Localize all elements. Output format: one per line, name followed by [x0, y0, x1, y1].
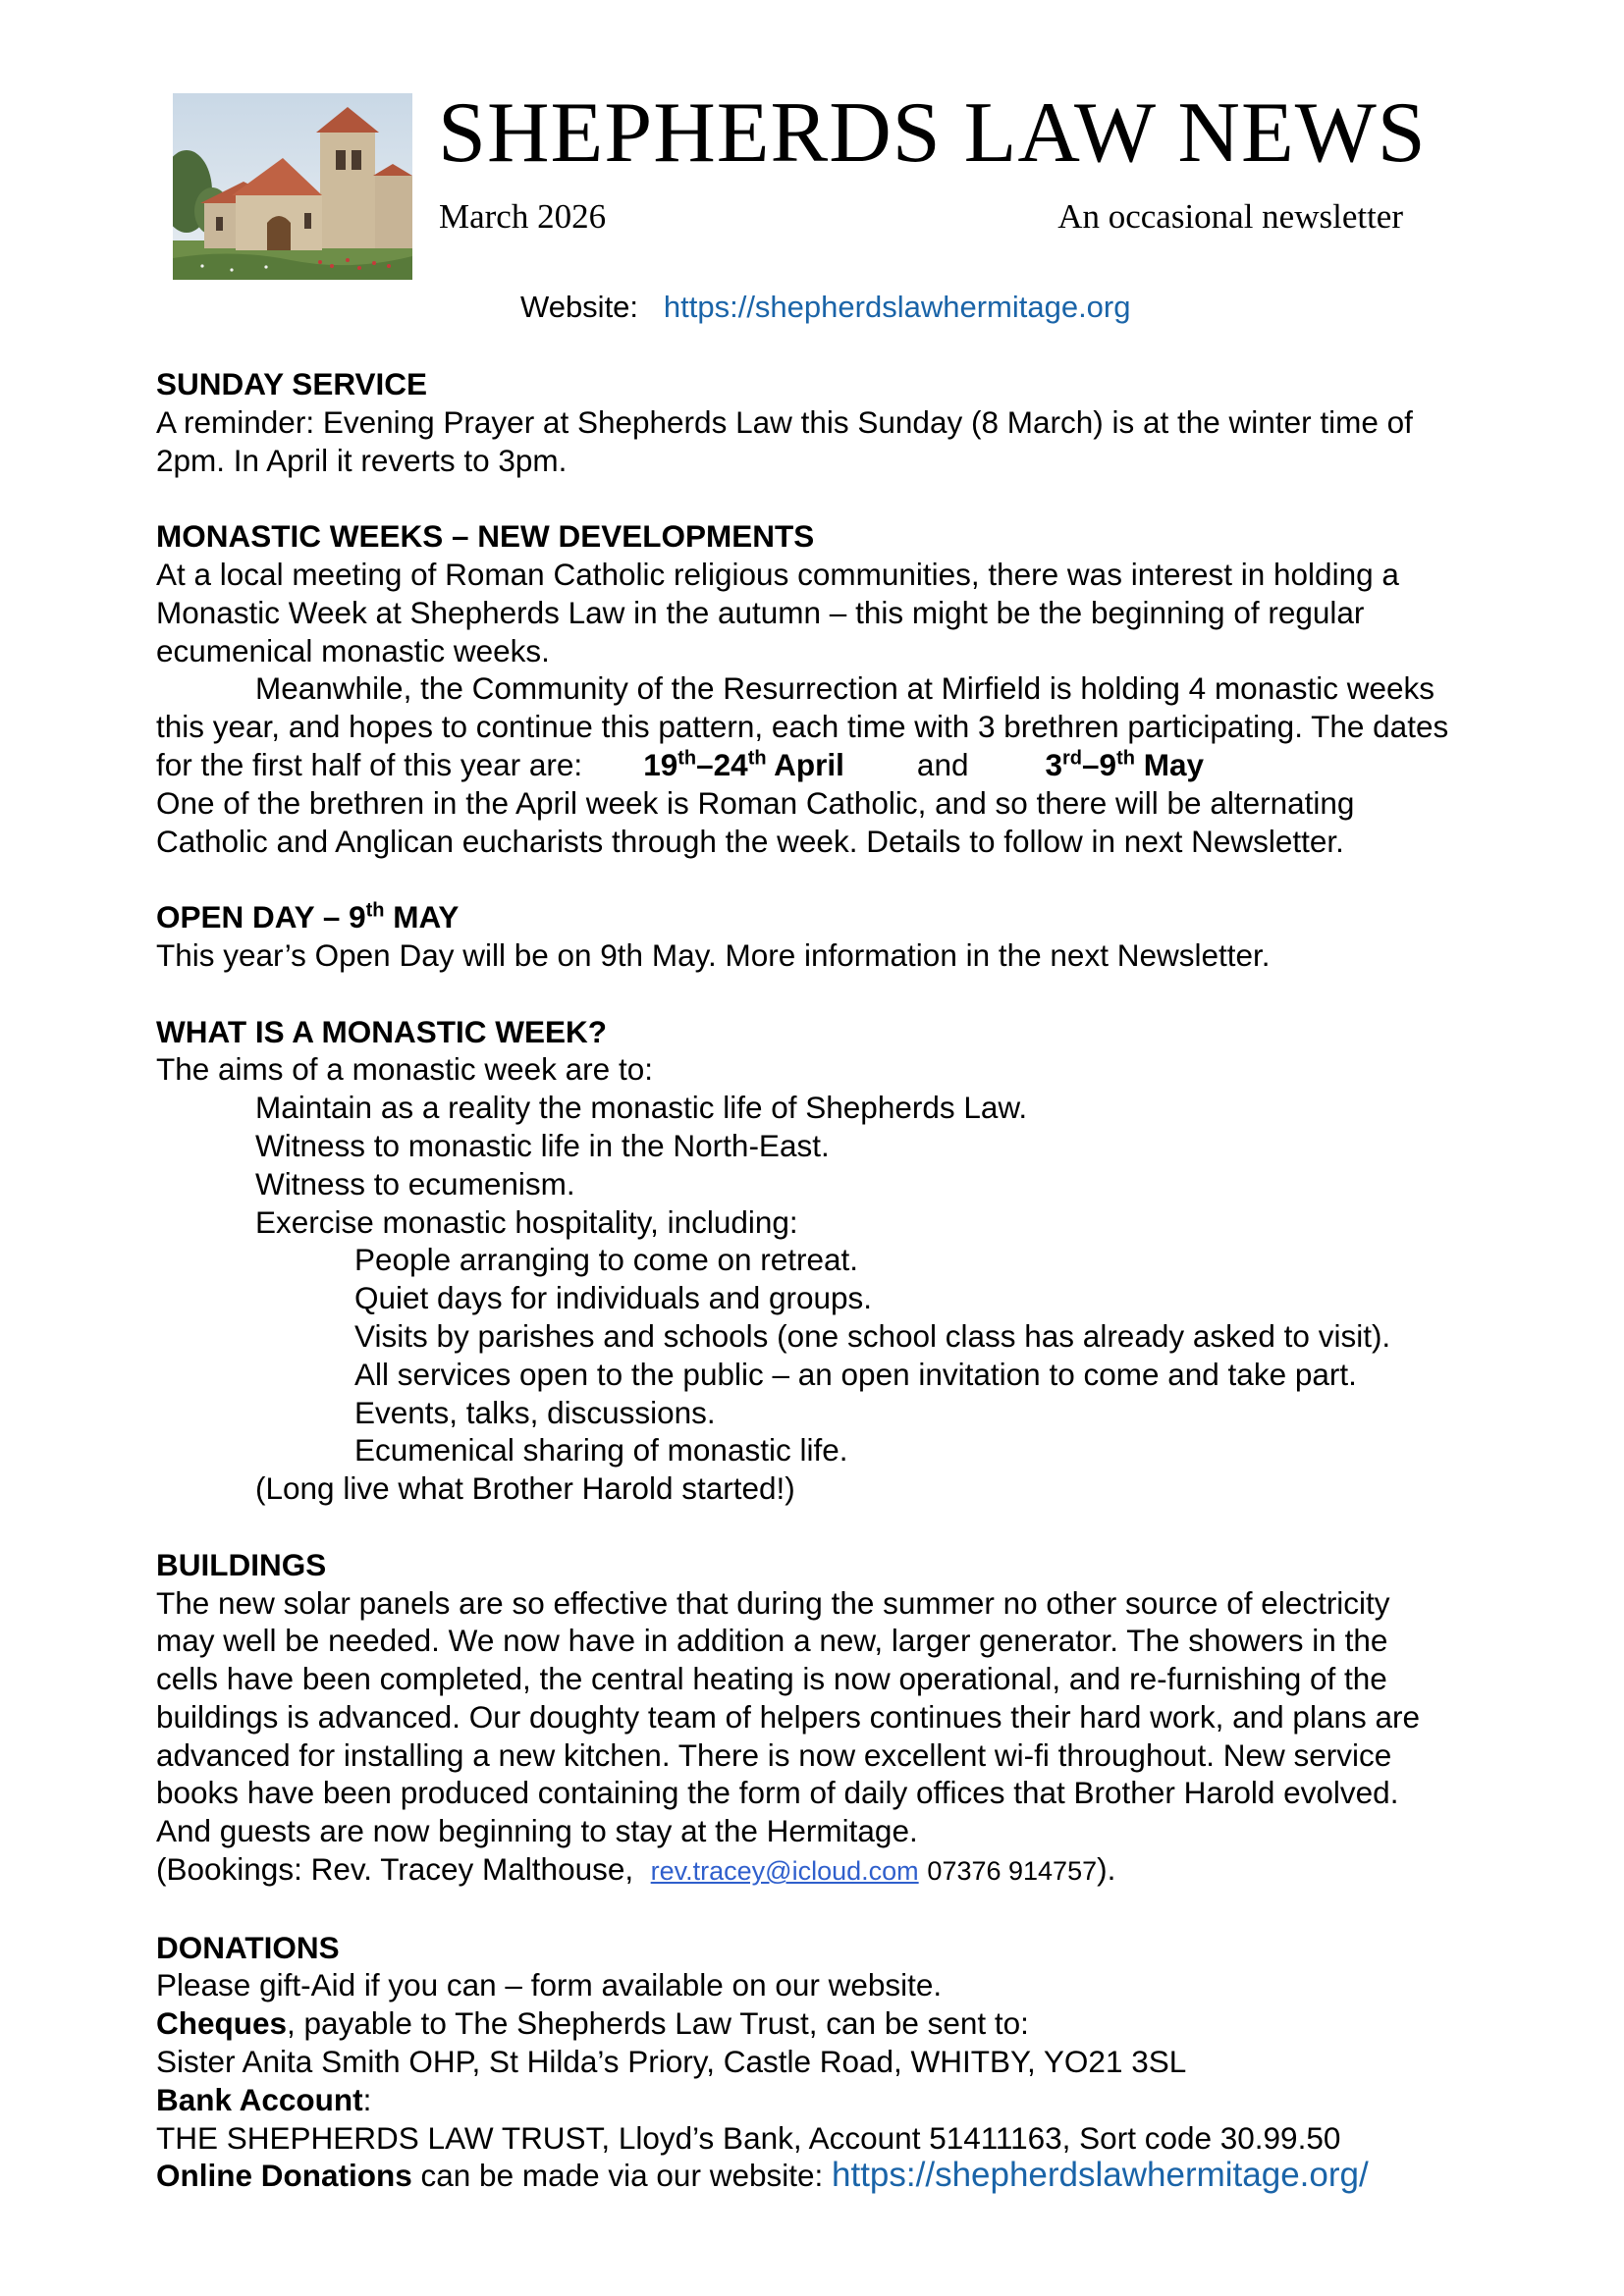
dates-intro: for the first half of this year are: [156, 746, 583, 782]
open-day-line: This year’s Open Day will be on 9th May. More information in the next Newsletter. [156, 936, 1271, 973]
sub-aim-item: Events, talks, discussions. [354, 1394, 716, 1430]
what-is-closing: (Long live what Brother Harold started!) [255, 1470, 795, 1507]
sub-aim-item: All services open to the public – an open invitation to come and take part. [354, 1356, 1357, 1392]
monastic-weeks-dates [156, 746, 1550, 784]
bookings-phone: 07376 914757 [927, 1856, 1098, 1887]
newsletter-body [156, 365, 1550, 2195]
sunday-service-heading: SUNDAY SERVICE [156, 366, 428, 401]
monastic-weeks-line: At a local meeting of Roman Catholic religious communities, there was interest in holding a [156, 556, 1399, 592]
issue-date: March 2026 [439, 197, 607, 236]
bookings-email-link[interactable]: rev.tracey@icloud.com [650, 1856, 919, 1887]
sub-aim-item: People arranging to come on retreat. [354, 1242, 859, 1278]
online-donations-line: Online Donations can be made via our website: https://shepherdslawhermitage.org/ [156, 2156, 1369, 2195]
monastic-weeks-line: Meanwhile, the Community of the Resurrection at Mirfield is holding 4 monastic weeks [255, 670, 1435, 707]
dates-and: and [916, 746, 969, 782]
monastic-weeks-line: One of the brethren in the April week is Roman Catholic, and so there will be alternating [156, 784, 1355, 821]
church-photo [173, 93, 412, 280]
sub-aim-item: Ecumenical sharing of monastic life. [354, 1432, 848, 1468]
sunday-service-line: 2pm. In April it reverts to 3pm. [156, 442, 568, 478]
bookings-suffix: ). [1097, 1851, 1116, 1888]
aim-item: Witness to monastic life in the North-East. [255, 1127, 830, 1163]
monastic-weeks-line: ecumenical monastic weeks. [156, 632, 550, 668]
donations-website-link[interactable]: https://shepherdslawhermitage.org/ [832, 2156, 1369, 2195]
website-label: Website: [520, 290, 639, 324]
cheques-line: Cheques, payable to The Shepherds Law Trust, can be sent to: [156, 2005, 1029, 2042]
sub-aim-item: Visits by parishes and schools (one school class has already asked to visit). [354, 1317, 1391, 1354]
gift-aid-line: Please gift-Aid if you can – form available on our website. [156, 1967, 943, 2003]
cheques-label: Cheques [156, 2005, 288, 2042]
buildings-line: The new solar panels are so effective that during the summer no other source of electricity [156, 1584, 1390, 1621]
what-is-heading: WHAT IS A MONASTIC WEEK? [156, 1013, 608, 1049]
buildings-line: cells have been completed, the central heating is now operational, and re-furnishing of the [156, 1661, 1387, 1697]
postal-address: Sister Anita Smith OHP, St Hilda’s Priory, Castle Road, WHITBY, YO21 3SL [156, 2044, 1187, 2080]
online-label: Online Donations [156, 2158, 412, 2194]
may-dates: 3rd–9th May [1045, 746, 1204, 782]
bank-label: Bank Account [156, 2081, 363, 2117]
donations-heading: DONATIONS [156, 1929, 340, 1965]
buildings-line: buildings is advanced. Our doughty team of helpers continues their hard work, and plans are [156, 1698, 1421, 1735]
bank-details: THE SHEPHERDS LAW TRUST, Lloyd’s Bank, Account 51411163, Sort code 30.99.50 [156, 2119, 1341, 2156]
april-dates: 19th–24th April [643, 746, 844, 782]
bank-line: Bank Account: [156, 2081, 372, 2117]
sunday-service-line: A reminder: Evening Prayer at Shepherds Law this Sunday (8 March) is at the winter time of [156, 403, 1413, 440]
tagline: An occasional newsletter [1057, 197, 1403, 236]
bookings-prefix: (Bookings: Rev. Tracey Malthouse, [156, 1851, 634, 1888]
monastic-weeks-line: Catholic and Anglican eucharists through the week. Details to follow in next Newsletter. [156, 823, 1344, 859]
buildings-line: may well be needed. We now have in addition a new, larger generator. The showers in the [156, 1623, 1388, 1659]
sub-aim-item: Quiet days for individuals and groups. [354, 1280, 873, 1316]
newsletter-title: SHEPHERDS LAW NEWS [438, 85, 1427, 181]
buildings-line: books have been produced containing the form of daily offices that Brother Harold evolved. [156, 1775, 1399, 1811]
monastic-weeks-line: this year, and hopes to continue this pattern, each time with 3 brethren participating. The dates [156, 709, 1449, 745]
bookings-line [156, 1850, 1550, 1891]
aim-item: Exercise monastic hospitality, including: [255, 1203, 798, 1240]
website-link[interactable]: https://shepherdslawhermitage.org [663, 290, 1131, 324]
open-day-heading: OPEN DAY – 9th MAY [156, 899, 460, 935]
monastic-weeks-heading: MONASTIC WEEKS – NEW DEVELOPMENTS [156, 518, 815, 555]
buildings-heading: BUILDINGS [156, 1546, 327, 1582]
buildings-line: advanced for installing a new kitchen. There is now excellent wi-fi throughout. New service [156, 1736, 1392, 1773]
buildings-line: And guests are now beginning to stay at the Hermitage. [156, 1813, 918, 1849]
aim-item: Maintain as a reality the monastic life of Shepherds Law. [255, 1090, 1028, 1126]
aim-item: Witness to ecumenism. [255, 1165, 575, 1201]
monastic-weeks-line: Monastic Week at Shepherds Law in the autumn – this might be the beginning of regular [156, 594, 1365, 630]
what-is-intro: The aims of a monastic week are to: [156, 1051, 653, 1088]
website-line [520, 290, 1131, 325]
